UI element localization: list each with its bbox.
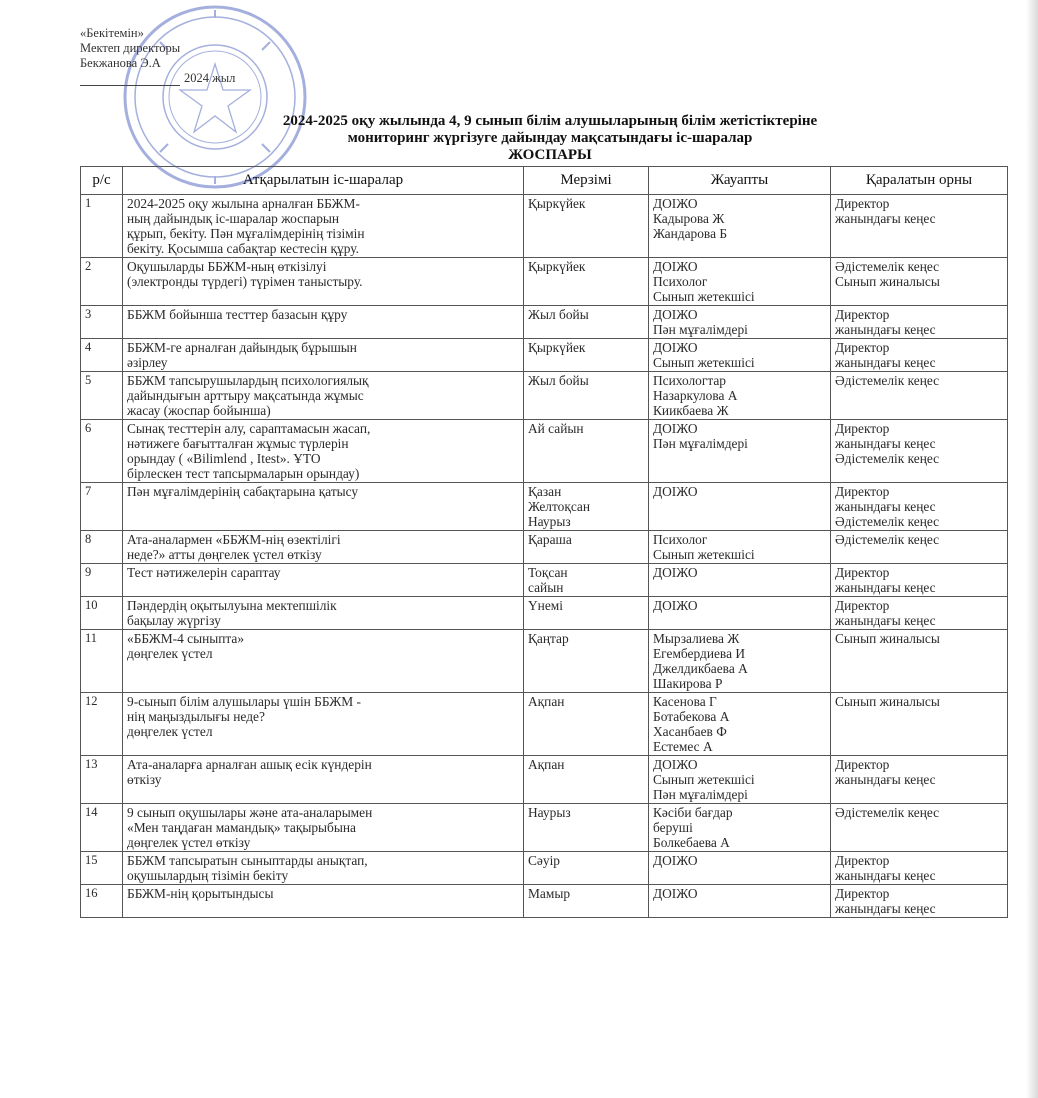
cell-line: Сынып жетекшісі [653, 355, 755, 370]
cell-line: 9-сынып білім алушылары үшін ББЖМ - [127, 694, 361, 709]
responsible-cell [649, 339, 831, 372]
cell-line: Ата-аналармен «ББЖМ-нің өзектілігі [127, 532, 341, 547]
responsible-cell [649, 597, 831, 630]
cell-line: нің маңыздылығы неде? [127, 709, 265, 724]
cell-line: орындау ( «Bilimlend , Itest». ҰТО [127, 451, 321, 466]
cell-line: Киикбаева Ж [653, 403, 729, 418]
review-place-cell [831, 630, 1008, 693]
cell-line: ДОІЖО [653, 484, 698, 499]
review-place-cell [831, 597, 1008, 630]
cell-line: Пән мұғалімдері [653, 322, 748, 337]
responsible-cell [649, 195, 831, 258]
table-row [81, 885, 1008, 918]
cell-line: Психолог [653, 532, 708, 547]
cell-line: Наурыз [528, 805, 571, 820]
cell-line: Сынып жетекшісі [653, 772, 755, 787]
activity-cell [123, 531, 524, 564]
cell-line: Директор [835, 598, 890, 613]
cell-line: Директор [835, 484, 890, 499]
activity-cell [123, 756, 524, 804]
table-row [81, 420, 1008, 483]
term-cell [524, 372, 649, 420]
cell-line: ББЖМ-ге арналған дайындық бұрышын [127, 340, 357, 355]
cell-line: Директор [835, 196, 890, 211]
review-place-cell [831, 339, 1008, 372]
cell-line: Қыркүйек [528, 340, 586, 355]
cell-line: Мырзалиева Ж [653, 631, 740, 646]
cell-line: Ақпан [528, 694, 565, 709]
cell-line: жанындағы кеңес [835, 322, 936, 337]
cell-line: (электронды түрдегі) түрімен таныстыру. [127, 274, 363, 289]
table-row [81, 195, 1008, 258]
term-cell [524, 885, 649, 918]
cell-line: Тест нәтижелерін сараптау [127, 565, 281, 580]
table-row [81, 531, 1008, 564]
cell-line: беруші [653, 820, 693, 835]
cell-line: Әдістемелік кеңес [835, 805, 940, 820]
cell-line: Директор [835, 340, 890, 355]
cell-line: ББЖМ тапсыратын сыныптарды анықтап, [127, 853, 368, 868]
cell-line: Әдістемелік кеңес [835, 259, 940, 274]
term-cell [524, 420, 649, 483]
activity-cell [123, 339, 524, 372]
table-row [81, 852, 1008, 885]
review-place-cell [831, 693, 1008, 756]
cell-line: дөңгелек үстел [127, 646, 213, 661]
row-number-cell: 16 [81, 885, 123, 918]
cell-line: Оқушыларды ББЖМ-ның өткізілуі [127, 259, 327, 274]
responsible-cell [649, 885, 831, 918]
cell-line: ДОІЖО [653, 853, 698, 868]
cell-line: әзірлеу [127, 355, 168, 370]
row-number-cell: 7 [81, 483, 123, 531]
cell-line: бақылау жүргізу [127, 613, 221, 628]
cell-line: неде?» атты дөңгелек үстел өткізу [127, 547, 322, 562]
row-number-cell: 13 [81, 756, 123, 804]
activity-cell [123, 852, 524, 885]
review-place-cell [831, 564, 1008, 597]
cell-line: Сынақ тесттерін алу, сараптамасын жасап, [127, 421, 371, 436]
cell-line: жанындағы кеңес [835, 211, 936, 226]
review-place-cell [831, 195, 1008, 258]
cell-line: Үнемі [528, 598, 563, 613]
cell-line: Кәсіби бағдар [653, 805, 733, 820]
activity-cell [123, 630, 524, 693]
term-cell [524, 258, 649, 306]
table-row [81, 630, 1008, 693]
cell-line: Психолог [653, 274, 708, 289]
header-responsible: Жауапты [649, 167, 831, 195]
row-number-cell: 15 [81, 852, 123, 885]
review-place-cell [831, 885, 1008, 918]
cell-line: сайын [528, 580, 564, 595]
cell-line: құрып, бекіту. Пән мұғалімдерінің тізімін [127, 226, 365, 241]
cell-line: ДОІЖО [653, 340, 698, 355]
cell-line: Сәуір [528, 853, 560, 868]
term-cell [524, 693, 649, 756]
responsible-cell [649, 564, 831, 597]
table-header-row [81, 167, 1008, 195]
cell-line: Болкебаева А [653, 835, 730, 850]
cell-line: дайындығын арттыру мақсатында жұмыс [127, 388, 364, 403]
cell-line: Жыл бойы [528, 307, 589, 322]
table-row [81, 597, 1008, 630]
title-line-1: 2024-2025 оқу жылында 4, 9 сынып білім алушыларының білім жетістіктеріне [282, 113, 818, 129]
cell-line: Пәндердің оқытылуына мектепшілік [127, 598, 337, 613]
cell-line: Пән мұғалімдері [653, 436, 748, 451]
cell-line: ДОІЖО [653, 565, 698, 580]
responsible-cell [649, 804, 831, 852]
cell-line: 9 сынып оқушылары және ата-аналарымен [127, 805, 373, 820]
term-cell [524, 564, 649, 597]
cell-line: жанындағы кеңес [835, 613, 936, 628]
cell-line: 2024-2025 оқу жылына арналған ББЖМ- [127, 196, 360, 211]
cell-line: Ақпан [528, 757, 565, 772]
cell-line: Директор [835, 307, 890, 322]
responsible-cell [649, 420, 831, 483]
cell-line: Сынып жиналысы [835, 631, 940, 646]
activity-cell [123, 420, 524, 483]
responsible-cell [649, 306, 831, 339]
cell-line: жанындағы кеңес [835, 436, 936, 451]
cell-line: Касенова Г [653, 694, 717, 709]
cell-line: Қыркүйек [528, 259, 586, 274]
header-term: Мерзімі [524, 167, 649, 195]
review-place-cell [831, 804, 1008, 852]
cell-line: ББЖМ тапсырушылардың психологиялық [127, 373, 369, 388]
activity-cell [123, 258, 524, 306]
cell-line: Ай сайын [528, 421, 584, 436]
term-cell [524, 852, 649, 885]
plan-table [80, 166, 1008, 918]
cell-line: Пән мұғалімдерінің сабақтарына қатысу [127, 484, 359, 499]
cell-line: Әдістемелік кеңес [835, 373, 940, 388]
header-activity: Атқарылатын іс-шаралар [123, 167, 524, 195]
activity-cell [123, 195, 524, 258]
cell-line: Егембердиева И [653, 646, 746, 661]
approval-position: Мектеп директоры [80, 41, 181, 55]
cell-line: дөңгелек үстел өткізу [127, 835, 251, 850]
activity-cell [123, 693, 524, 756]
cell-line: ДОІЖО [653, 757, 698, 772]
table-row [81, 339, 1008, 372]
table-row [81, 756, 1008, 804]
signature-line [80, 85, 180, 86]
table-row [81, 483, 1008, 531]
cell-line: Сынып жиналысы [835, 274, 940, 289]
cell-line: Әдістемелік кеңес [835, 532, 940, 547]
review-place-cell [831, 756, 1008, 804]
responsible-cell [649, 258, 831, 306]
row-number-cell: 8 [81, 531, 123, 564]
review-place-cell [831, 372, 1008, 420]
cell-line: ДОІЖО [653, 259, 698, 274]
row-number-cell: 4 [81, 339, 123, 372]
cell-line: жанындағы кеңес [835, 499, 936, 514]
document-title [130, 113, 970, 164]
table-row [81, 693, 1008, 756]
approval-date-text: 2024 жыл [184, 71, 236, 85]
cell-line: Директор [835, 886, 890, 901]
approval-heading: «Бекітемін» [80, 26, 144, 40]
term-cell [524, 597, 649, 630]
approval-name: Бекжанова Э.А [80, 56, 161, 70]
cell-line: Тоқсан [528, 565, 568, 580]
responsible-cell [649, 531, 831, 564]
review-place-cell [831, 531, 1008, 564]
term-cell [524, 339, 649, 372]
row-number-cell: 1 [81, 195, 123, 258]
responsible-cell [649, 630, 831, 693]
responsible-cell [649, 756, 831, 804]
term-cell [524, 195, 649, 258]
row-number-cell: 11 [81, 630, 123, 693]
responsible-cell [649, 372, 831, 420]
table-row [81, 372, 1008, 420]
cell-line: «ББЖМ-4 сыныпта» [127, 631, 245, 646]
cell-line: Мамыр [528, 886, 571, 901]
activity-cell [123, 306, 524, 339]
cell-line: жанындағы кеңес [835, 868, 936, 883]
table-row [81, 564, 1008, 597]
term-cell [524, 531, 649, 564]
cell-line: ның дайындық іс-шаралар жоспарын [127, 211, 340, 226]
activity-cell [123, 564, 524, 597]
row-number-cell: 10 [81, 597, 123, 630]
review-place-cell [831, 483, 1008, 531]
term-cell [524, 306, 649, 339]
cell-line: ББЖМ-нің қорытындысы [127, 886, 274, 901]
cell-line: Кадырова Ж [653, 211, 725, 226]
responsible-cell [649, 693, 831, 756]
cell-line: «Мен таңдаған мамандық» тақырыбына [127, 820, 356, 835]
term-cell [524, 630, 649, 693]
responsible-cell [649, 483, 831, 531]
header-review-place: Қаралатын орны [831, 167, 1008, 195]
activity-cell [123, 483, 524, 531]
activity-cell [123, 804, 524, 852]
cell-line: дөңгелек үстел [127, 724, 213, 739]
cell-line: жасау (жоспар бойынша) [127, 403, 271, 418]
cell-line: Жандарова Б [653, 226, 728, 241]
header-number: р/с [81, 167, 123, 195]
plan-table-body [81, 195, 1008, 918]
cell-line: Пән мұғалімдері [653, 787, 748, 802]
title-line-2: мониторинг жүргізуге дайындау мақсатындағы іс-шаралар [347, 130, 753, 146]
cell-line: оқушылардың тізімін бекіту [127, 868, 289, 883]
cell-line: Директор [835, 757, 890, 772]
activity-cell [123, 372, 524, 420]
row-number-cell: 2 [81, 258, 123, 306]
row-number-cell: 3 [81, 306, 123, 339]
row-number-cell: 12 [81, 693, 123, 756]
approval-block [80, 26, 235, 86]
cell-line: Директор [835, 853, 890, 868]
cell-line: жанындағы кеңес [835, 355, 936, 370]
table-row [81, 804, 1008, 852]
approval-date [80, 71, 235, 86]
row-number-cell: 5 [81, 372, 123, 420]
cell-line: нәтижеге бағытталған жұмыс түрлерін [127, 436, 349, 451]
table-row [81, 258, 1008, 306]
cell-line: Сынып жетекшісі [653, 547, 755, 562]
cell-line: Директор [835, 565, 890, 580]
cell-line: Сынып жетекшісі [653, 289, 755, 304]
cell-line: Қараша [528, 532, 572, 547]
responsible-cell [649, 852, 831, 885]
table-row [81, 306, 1008, 339]
cell-line: Директор [835, 421, 890, 436]
cell-line: Психологтар [653, 373, 727, 388]
cell-line: ДОІЖО [653, 307, 698, 322]
cell-line: Қыркүйек [528, 196, 586, 211]
cell-line: Әдістемелік кеңес [835, 514, 940, 529]
review-place-cell [831, 420, 1008, 483]
term-cell [524, 756, 649, 804]
cell-line: Естемес А [653, 739, 713, 754]
review-place-cell [831, 852, 1008, 885]
cell-line: Сынып жиналысы [835, 694, 940, 709]
cell-line: Әдістемелік кеңес [835, 451, 940, 466]
cell-line: Қаңтар [528, 631, 569, 646]
cell-line: ДОІЖО [653, 886, 698, 901]
cell-line: Джелдикбаева А [653, 661, 748, 676]
review-place-cell [831, 258, 1008, 306]
cell-line: Қазан [528, 484, 562, 499]
cell-line: Ата-аналарға арналған ашық есік күндерін [127, 757, 372, 772]
cell-line: Хасанбаев Ф [653, 724, 727, 739]
cell-line: жанындағы кеңес [835, 580, 936, 595]
cell-line: ДОІЖО [653, 421, 698, 436]
cell-line: бекіту. Қосымша сабақтар кестесін құру. [127, 241, 359, 256]
activity-cell [123, 597, 524, 630]
cell-line: өткізу [127, 772, 162, 787]
cell-line: Шакирова Р [653, 676, 723, 691]
row-number-cell: 9 [81, 564, 123, 597]
title-line-3: ЖОСПАРЫ [508, 147, 592, 163]
cell-line: бірлескен тест тапсырмаларын орындау) [127, 466, 360, 481]
term-cell [524, 804, 649, 852]
term-cell [524, 483, 649, 531]
page-edge-shadow [1026, 0, 1038, 1098]
row-number-cell: 6 [81, 420, 123, 483]
activity-cell [123, 885, 524, 918]
row-number-cell: 14 [81, 804, 123, 852]
cell-line: Желтоқсан [528, 499, 591, 514]
cell-line: жанындағы кеңес [835, 772, 936, 787]
cell-line: Назаркулова А [653, 388, 738, 403]
cell-line: жанындағы кеңес [835, 901, 936, 916]
cell-line: Наурыз [528, 514, 571, 529]
cell-line: Жыл бойы [528, 373, 589, 388]
cell-line: Ботабекова А [653, 709, 730, 724]
cell-line: ДОІЖО [653, 598, 698, 613]
cell-line: ББЖМ бойынша тесттер базасын құру [127, 307, 348, 322]
cell-line: ДОІЖО [653, 196, 698, 211]
review-place-cell [831, 306, 1008, 339]
